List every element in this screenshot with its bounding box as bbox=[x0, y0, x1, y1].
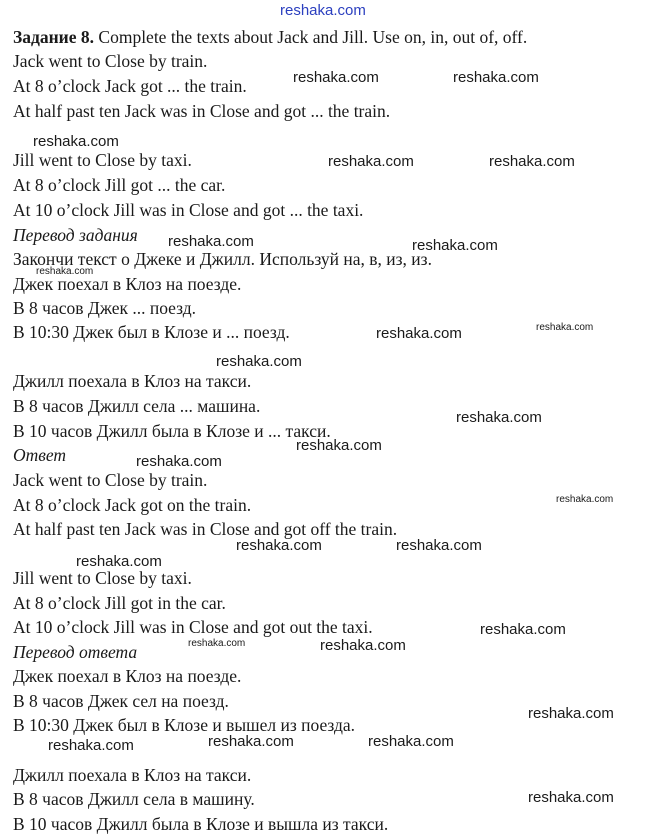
text-line: В 8 часов Джилл села ... машина. bbox=[13, 396, 261, 416]
text-line: В 10 часов Джилл была в Клозе и ... такси. bbox=[13, 421, 331, 441]
task-instruction: Complete the texts about Jack and Jill. Use on, in, out of, off. bbox=[94, 27, 528, 47]
text-line: At 10 o’clock Jill was in Close and got ... the taxi. bbox=[13, 200, 364, 220]
watermark: reshaka.com bbox=[456, 409, 542, 426]
text-line: Джилл поехала в Клоз на такси. bbox=[13, 765, 252, 785]
text-line: At 8 o’clock Jill got in the car. bbox=[13, 593, 226, 613]
watermark: reshaka.com bbox=[528, 789, 614, 806]
text-line: В 8 часов Джек сел на поезд. bbox=[13, 691, 229, 711]
section-heading-task-translation: Перевод задания bbox=[13, 225, 138, 245]
watermark: reshaka.com bbox=[296, 437, 382, 454]
watermark: reshaka.com bbox=[556, 494, 614, 505]
text-line: At 8 o’clock Jack got on the train. bbox=[13, 495, 252, 515]
section-heading-answer-translation: Перевод ответа bbox=[13, 642, 138, 662]
watermark: reshaka.com bbox=[33, 133, 119, 150]
text-line: Jill went to Close by taxi. bbox=[13, 568, 192, 588]
text-line: В 10 часов Джилл была в Клозе и вышла из такси. bbox=[13, 814, 389, 834]
watermark: reshaka.com bbox=[412, 237, 498, 254]
watermark: reshaka.com bbox=[168, 233, 254, 250]
text-line: At 8 o’clock Jack got ... the train. bbox=[13, 76, 247, 96]
text-line: At 8 o’clock Jill got ... the car. bbox=[13, 175, 226, 195]
text-line: Джилл поехала в Клоз на такси. bbox=[13, 371, 252, 391]
watermark: reshaka.com bbox=[280, 2, 366, 19]
watermark: reshaka.com bbox=[528, 705, 614, 722]
section-heading-answer: Ответ bbox=[13, 445, 67, 465]
watermark: reshaka.com bbox=[76, 553, 162, 570]
watermark: reshaka.com bbox=[236, 537, 322, 554]
watermark: reshaka.com bbox=[396, 537, 482, 554]
task-number: Задание 8. bbox=[13, 27, 95, 47]
text-line: Закончи текст о Джеке и Джилл. Используй на, в, из, из. bbox=[13, 249, 432, 269]
watermark: reshaka.com bbox=[36, 266, 94, 277]
text-line: Jack went to Close by train. bbox=[13, 51, 208, 71]
text-line: Jack went to Close by train. bbox=[13, 470, 208, 490]
text-line: At 10 o’clock Jill was in Close and got out the taxi. bbox=[13, 617, 373, 637]
watermark: reshaka.com bbox=[320, 637, 406, 654]
text-line: At half past ten Jack was in Close and got ... the train. bbox=[13, 101, 391, 121]
watermark: reshaka.com bbox=[208, 733, 294, 750]
watermark: reshaka.com bbox=[136, 453, 222, 470]
text-line: В 10:30 Джек был в Клозе и ... поезд. bbox=[13, 322, 290, 342]
watermark: reshaka.com bbox=[376, 325, 462, 342]
watermark: reshaka.com bbox=[216, 353, 302, 370]
text-line: At half past ten Jack was in Close and got off the train. bbox=[13, 519, 398, 539]
watermark: reshaka.com bbox=[293, 69, 379, 86]
text-line: В 8 часов Джек ... поезд. bbox=[13, 298, 197, 318]
text-line: Jill went to Close by taxi. bbox=[13, 150, 192, 170]
watermark: reshaka.com bbox=[328, 153, 414, 170]
watermark: reshaka.com bbox=[188, 638, 246, 649]
watermark: reshaka.com bbox=[453, 69, 539, 86]
watermark: reshaka.com bbox=[489, 153, 575, 170]
task-heading bbox=[13, 26, 527, 48]
watermark: reshaka.com bbox=[480, 621, 566, 638]
text-line: В 8 часов Джилл села в машину. bbox=[13, 789, 255, 809]
watermark: reshaka.com bbox=[536, 322, 594, 333]
text-line: В 10:30 Джек был в Клозе и вышел из поезда. bbox=[13, 715, 356, 735]
text-line: Джек поехал в Клоз на поезде. bbox=[13, 274, 242, 294]
watermark: reshaka.com bbox=[368, 733, 454, 750]
watermark: reshaka.com bbox=[48, 737, 134, 754]
text-line: Джек поехал в Клоз на поезде. bbox=[13, 666, 242, 686]
